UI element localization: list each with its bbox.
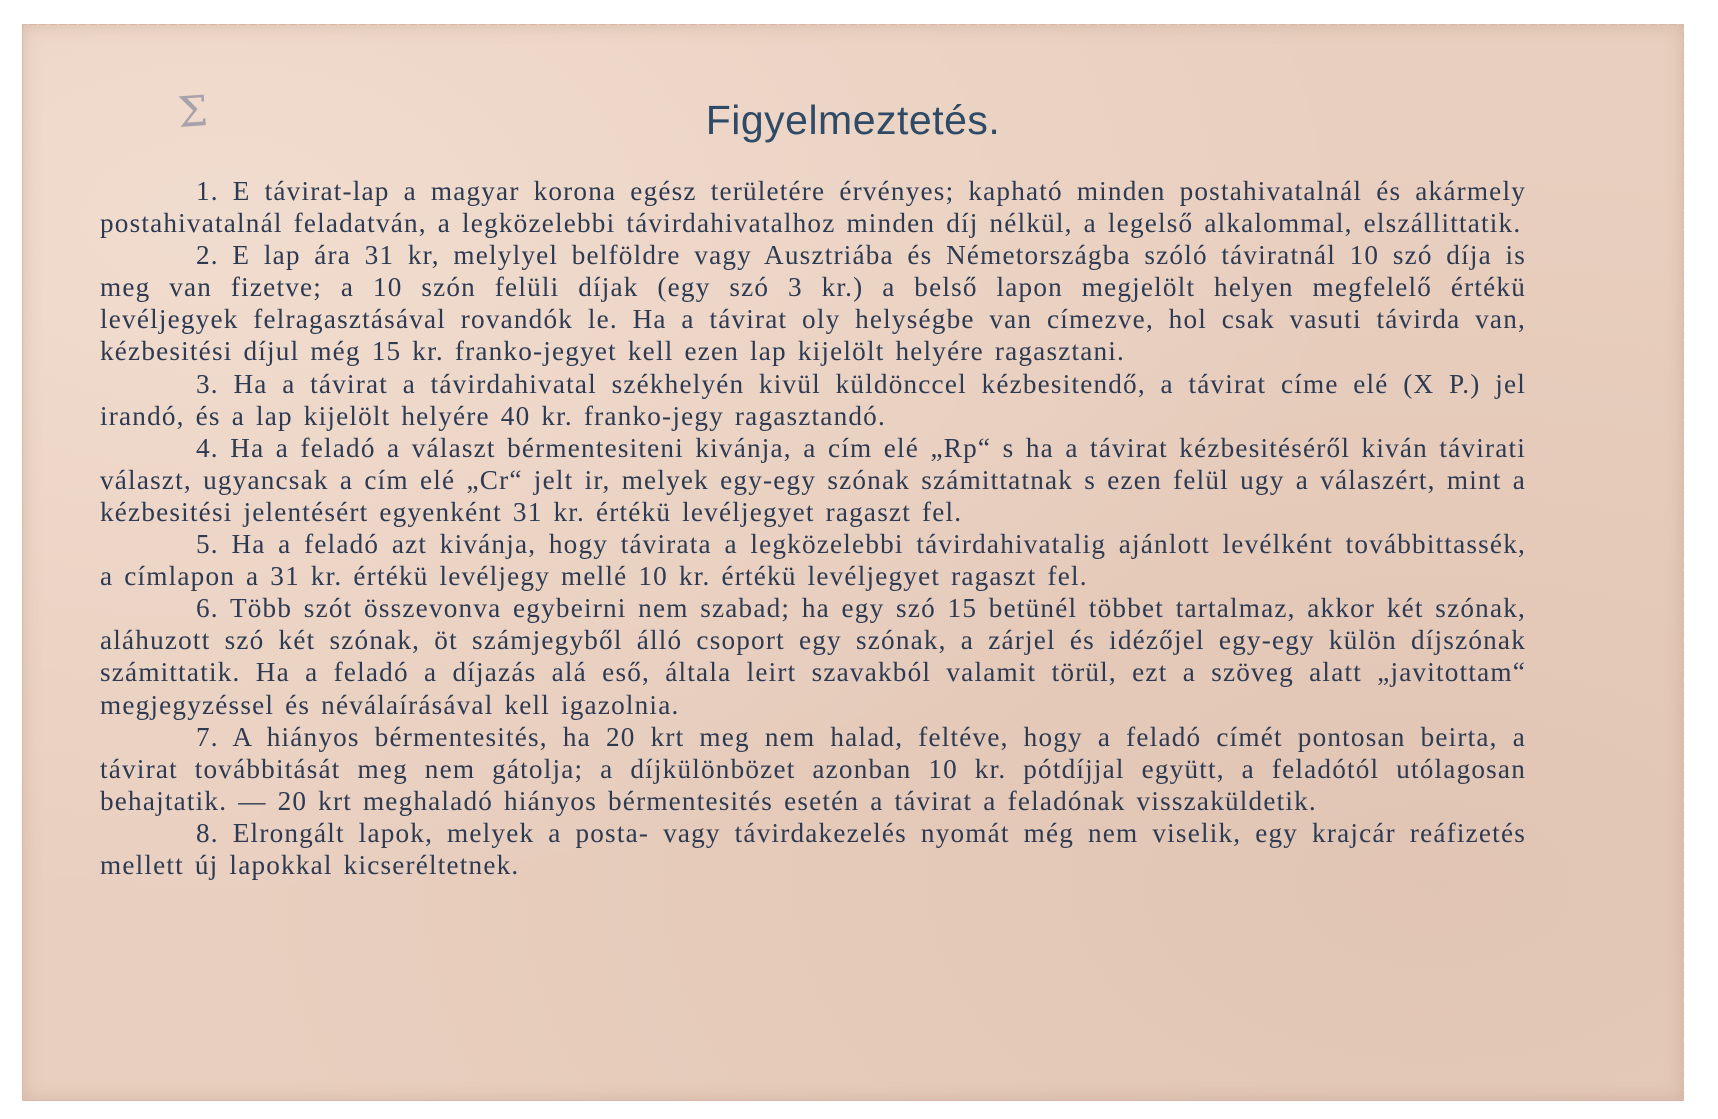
pencil-mark: Σ — [176, 86, 210, 137]
instructions-text — [100, 175, 1526, 881]
paragraph-4: 4. Ha a feladó a választ bérmentesiteni kivánja, a cím elé „Rp“ s ha a távirat kézbesitéséről kiván távirati választ, ugyancsak a cím elé „Cr“ jelt ir, melyek egy-egy szónak számittatnak s ezen felül ugy a válaszért, mint a kézbesitési jelentésért egyenként 31 kr. értékü levéljegyet ragaszt fel. — [100, 432, 1526, 527]
paragraph-8: 8. Elrongált lapok, melyek a posta- vagy távirdakezelés nyomát még nem viselik, egy krajcár reáfizetés mellett új lapokkal kicseréltetnek. — [100, 817, 1526, 880]
telegram-card — [22, 24, 1684, 1101]
paragraph-6: 6. Több szót összevonva egybeirni nem szabad; ha egy szó 15 betünél többet tartalmaz, akkor két szónak, aláhuzott szó két szónak, öt számjegyből álló csoport egy szónak, a zárjel és idézőjel egy-egy külön díjszónak számittatik. Ha a feladó a díjazás alá eső, általa leirt szavakból valamit törül, ezt a szöveg alatt „javitottam“ megjegyzéssel és néválaírásával kell igazolnia. — [100, 593, 1526, 720]
perforated-right-edge — [1679, 25, 1687, 1100]
paragraph-1: 1. E távirat-lap a magyar korona egész területére érvényes; kapható minden postahivatalnál és akármely postahivatalnál feladatván, a legközelebbi távirdahivatalhoz minden díj nélkül, a legelső alkalommal, elszállittatik. — [100, 176, 1526, 239]
paragraph-5: 5. Ha a feladó azt kivánja, hogy távirata a legközelebbi távirdahivatalig ajánlott levélként továbbittassék, a címlapon a 31 kr. értékü levéljegy mellé 10 kr. értékü levéljegyet ragaszt fel. — [100, 529, 1526, 592]
paragraph-2: 2. E lap ára 31 kr, melylyel belföldre vagy Ausztriába és Németországba szóló táviratnál 10 szó díja is meg van fizetve; a 10 szón felüli díjak (egy szó 3 kr.) a belső lapon megjelölt helyen megfelelő értékü levéljegyek felragasztásával rovandók le. Ha a távirat oly helységbe van címezve, hol csak vasuti távirda van, kézbesitési díjul még 15 kr. franko-jegyet kell ezen lap kijelölt helyére ragasztani. — [100, 240, 1526, 367]
perforated-top-edge — [23, 21, 1683, 29]
page-title: Figyelmeztetés. — [705, 97, 1001, 143]
paragraph-7: 7. A hiányos bérmentesités, ha 20 krt meg nem halad, feltéve, hogy a feladó címét pontosan beirta, a távirat továbbitását meg nem gátolja; a díjkülönbözet azonban 10 kr. pótdíjjal együtt, a feladótól utólagosan behajtatik. — 20 krt meghaladó hiányos bérmentesités esetén a távirat a feladónak visszaküldetik. — [100, 721, 1526, 816]
paragraph-3: 3. Ha a távirat a távirdahivatal székhelyén kivül küldönccel kézbesitendő, a távirat címe elé (X P.) jel irandó, és a lap kijelölt helyére 40 kr. franko-jegy ragasztandó. — [100, 368, 1526, 431]
